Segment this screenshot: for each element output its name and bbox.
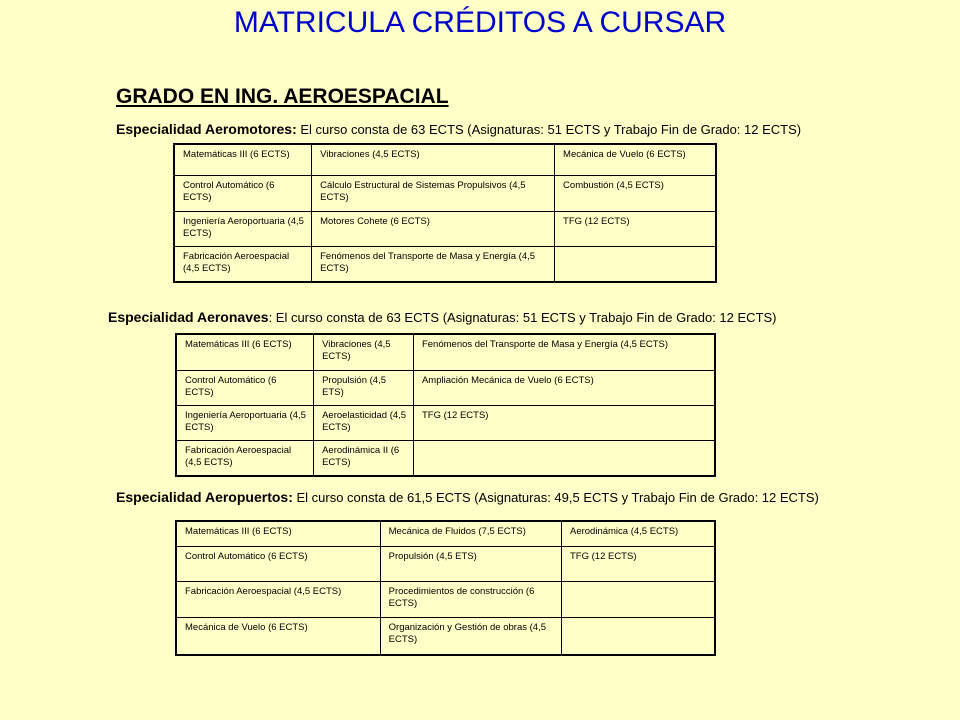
spec3-desc: El curso consta de 61,5 ECTS (Asignaturas: 49,5 ECTS y Trabajo Fin de Grado: 12 ECTS) [292,490,819,505]
table-row [176,617,715,655]
spec1-heading [116,121,801,137]
table-cell: Mecánica de Vuelo (6 ECTS) [176,617,380,655]
table-cell [555,246,716,282]
spec3-table [175,520,716,656]
table-row [174,246,716,282]
spec1-desc: El curso consta de 63 ECTS (Asignaturas: 51 ECTS y Trabajo Fin de Grado: 12 ECTS) [296,122,802,137]
table-cell: Organización y Gestión de obras (4,5 ECTS) [380,617,561,655]
table-cell [413,440,715,476]
table-row [176,546,715,581]
table-cell [561,617,715,655]
table-cell: Ampliación Mecánica de Vuelo (6 ECTS) [413,370,715,405]
table-row [174,211,716,246]
table-cell: Matemáticas III (6 ECTS) [176,334,314,370]
table-row [176,521,715,546]
spec2-name: Especialidad Aeronaves [108,309,269,325]
table-row [174,144,716,175]
table-row [176,440,715,476]
table-cell: Mecánica de Vuelo (6 ECTS) [555,144,716,175]
spec2-desc: : El curso consta de 63 ECTS (Asignaturas: 51 ECTS y Trabajo Fin de Grado: 12 ECTS) [268,310,777,325]
table-cell: Control Automático (6 ECTS) [176,546,380,581]
table-cell: Combustión (4,5 ECTS) [555,175,716,211]
table-cell: Cálculo Estructural de Sistemas Propulsivos (4,5 ECTS) [312,175,555,211]
table-cell: Aeroelasticidad (4,5 ECTS) [314,405,414,440]
table-cell: Aerodinámica II (6 ECTS) [314,440,414,476]
table-cell: Fabricación Aeroespacial (4,5 ECTS) [174,246,312,282]
table-cell: TFG (12 ECTS) [413,405,715,440]
table-row [176,405,715,440]
degree-heading: GRADO EN ING. AEROESPACIAL [116,85,449,108]
spec1-name: Especialidad Aeromotores: [116,121,297,137]
spec3-name: Especialidad Aeropuertos: [116,489,293,505]
table-cell: Control Automático (6 ECTS) [174,175,312,211]
table-cell: TFG (12 ECTS) [555,211,716,246]
table-cell: Ingeniería Aeroportuaria (4,5 ECTS) [174,211,312,246]
table-row [176,370,715,405]
table-cell: Aerodinámica (4,5 ECTS) [561,521,715,546]
table-row [174,175,716,211]
table-cell: Vibraciones (4,5 ECTS) [314,334,414,370]
spec1-table [173,143,717,283]
table-cell: Control Automático (6 ECTS) [176,370,314,405]
spec2-heading [108,309,777,325]
table-cell: Matemáticas III (6 ECTS) [174,144,312,175]
table-cell: Propulsión (4,5 ETS) [314,370,414,405]
table-cell: Matemáticas III (6 ECTS) [176,521,380,546]
table-cell: TFG (12 ECTS) [561,546,715,581]
table-cell: Propulsión (4,5 ETS) [380,546,561,581]
table-cell [561,581,715,617]
table-cell: Fenómenos del Transporte de Masa y Energía (4,5 ECTS) [413,334,715,370]
spec3-heading [116,489,819,505]
table-cell: Ingeniería Aeroportuaria (4,5 ECTS) [176,405,314,440]
spec2-table [175,333,716,477]
table-cell: Mecánica de Fluidos (7,5 ECTS) [380,521,561,546]
table-row [176,581,715,617]
page-title: MATRICULA CRÉDITOS A CURSAR [233,6,727,39]
table-cell: Fabricación Aeroespacial (4,5 ECTS) [176,440,314,476]
table-row [176,334,715,370]
table-cell: Fabricación Aeroespacial (4,5 ECTS) [176,581,380,617]
table-cell: Motores Cohete (6 ECTS) [312,211,555,246]
table-cell: Vibraciones (4,5 ECTS) [312,144,555,175]
table-cell: Fenómenos del Transporte de Masa y Energía (4,5 ECTS) [312,246,555,282]
table-cell: Procedimientos de construcción (6 ECTS) [380,581,561,617]
